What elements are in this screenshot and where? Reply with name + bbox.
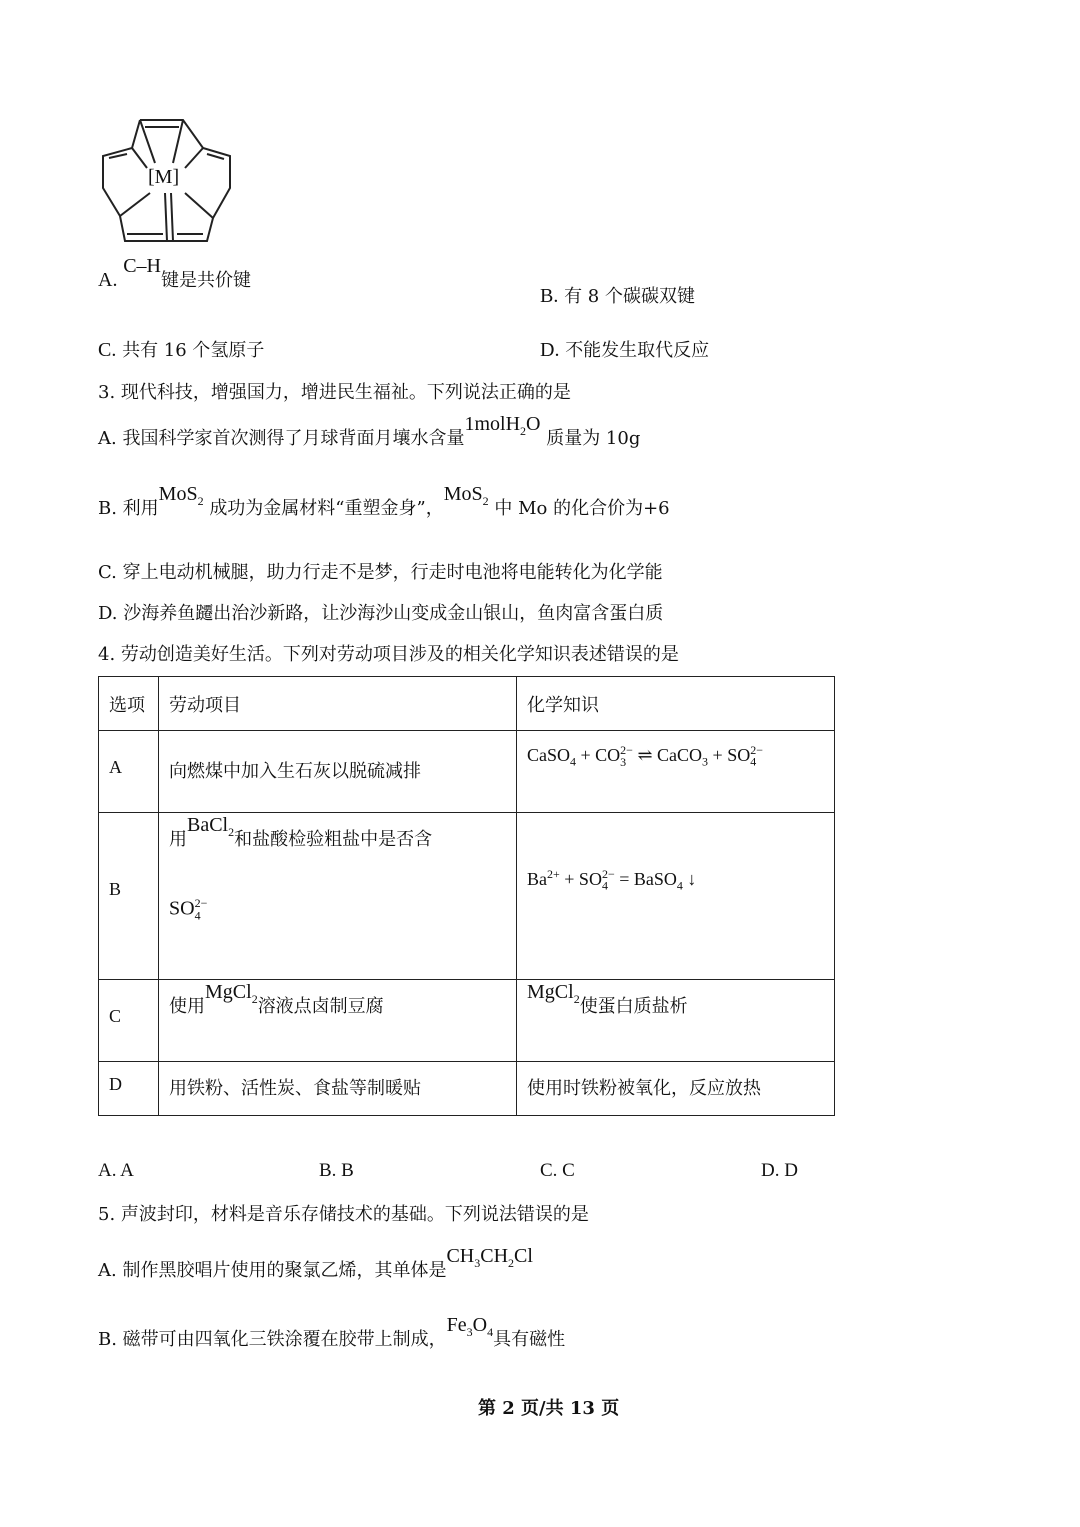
q3-option-a: A. 我国科学家首次测得了月球背面月壤水含量1molH$_2$O 质量为 10g [98, 413, 641, 449]
q2-option-a: A. C–H键是共价键 [98, 255, 251, 291]
q4-table [98, 676, 835, 1116]
row-a-option: A [99, 731, 159, 813]
table-row [99, 731, 835, 813]
formula-mos2: MoS$_2$ [158, 483, 204, 508]
row-b-item: 用BaCl$_2$和盐酸检验粗盐中是否含 $SO_4^{2-}$ [159, 813, 517, 980]
table-row [99, 980, 835, 1062]
row-c-item: 使用MgCl$_2$溶液点卤制豆腐 [159, 980, 517, 1062]
q4-choice-c: C. C [540, 1160, 575, 1181]
q2-option-b: B. 有 8 个碳碳双键 [540, 285, 695, 307]
header-labor-item: 劳动项目 [159, 677, 517, 731]
row-a-item: 向燃煤中加入生石灰以脱硫减排 [159, 731, 517, 813]
structure-metal-label: [M] [148, 166, 180, 188]
table-header-row [99, 677, 835, 731]
row-b-equation: $Ba^{2+} + SO_4^{2-}$ = BaSO$_4$ ↓ [517, 813, 835, 980]
q3-option-b: B. 利用MoS$_2$ 成功为金属材料“重塑金身”，MoS$_2$ 中 Mo 的化合价为+6 [98, 483, 670, 519]
formula-ch3ch2cl: $CH_3CH_2Cl$ [446, 1245, 533, 1270]
formula-c-h: C–H [123, 255, 161, 277]
formula-mos2-second: MoS$_2$ [443, 483, 489, 508]
q2-option-d: D. 不能发生取代反应 [540, 339, 710, 361]
formula-so4: $SO_4^{2-}$ [169, 896, 208, 923]
formula-mgcl2-knowledge: MgCl$_2$ [527, 981, 580, 1006]
row-d-option: D [99, 1062, 159, 1116]
row-c-knowledge: MgCl$_2$使蛋白质盐析 [517, 980, 835, 1062]
header-chem-knowledge: 化学知识 [517, 677, 835, 731]
q4-choice-b: B. B [319, 1160, 354, 1181]
q3-option-c: C. 穿上电动机械腿，助力行走不是梦，行走时电池将电能转化为化学能 [98, 562, 663, 583]
q4-choice-a: A. A [98, 1160, 134, 1181]
q3-option-d: D. 沙海养鱼躚出治沙新路，让沙海沙山变成金山银山，鱼肉富含蛋白质 [98, 603, 664, 624]
q4-stem: 4. 劳动创造美好生活。下列对劳动项目涉及的相关化学知识表述错误的是 [98, 644, 679, 665]
row-a-equation: CaSO$_4$ + $CO_3^{2-}$ ⇌ CaCO$_3$ + $SO_4^{2-}$ [517, 731, 835, 813]
formula-1mol-h2o: 1molH$_2$O [464, 413, 541, 438]
header-option: 选项 [99, 677, 159, 731]
table-row [99, 813, 835, 980]
row-d-item: 用铁粉、活性炭、食盐等制暖贴 [159, 1062, 517, 1116]
formula-fe3o4: $Fe_3O_4$ [446, 1314, 494, 1339]
row-c-option: C [99, 980, 159, 1062]
page-footer: 第 2 页/共 13 页 [478, 1398, 620, 1419]
formula-mgcl2: MgCl$_2$ [205, 981, 258, 1006]
q5-option-b: B. 磁带可由四氧化三铁涂覆在胶带上制成，$Fe_3O_4$具有磁性 [98, 1314, 566, 1350]
row-d-knowledge: 使用时铁粉被氧化，反应放热 [517, 1062, 835, 1116]
q5-option-a: A. 制作黑胶唱片使用的聚氯乙烯，其单体是$CH_3CH_2Cl$ [98, 1245, 533, 1281]
table-row [99, 1062, 835, 1116]
row-b-option: B [99, 813, 159, 980]
q3-stem: 3. 现代科技，增强国力，增进民生福祉。下列说法正确的是 [98, 382, 571, 403]
q2-option-c: C. 共有 16 个氢原子 [98, 339, 265, 361]
formula-bacl2: BaCl$_2$ [187, 814, 235, 839]
q5-stem: 5. 声波封印，材料是音乐存储技术的基础。下列说法错误的是 [98, 1204, 589, 1225]
q4-choice-d: D. D [761, 1160, 798, 1181]
